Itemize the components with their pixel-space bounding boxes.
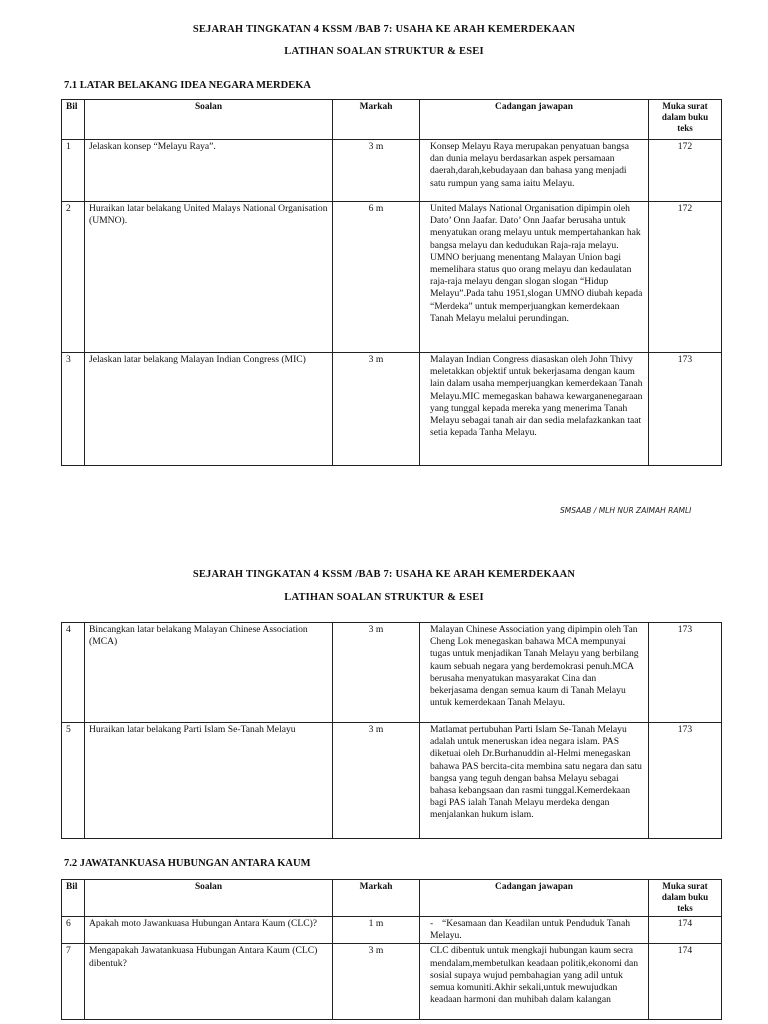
bullet-dash: - <box>430 918 434 929</box>
table-row <box>62 723 722 839</box>
row-number: 3 <box>62 353 85 466</box>
col-muka-surat: Muka surat dalam buku teks <box>649 880 722 917</box>
table-row <box>62 623 722 723</box>
document-title: SEJARAH TINGKATAN 4 KSSM /BAB 7: USAHA KE ARAH KEMERDEKAAN <box>192 569 576 580</box>
row-number: 6 <box>62 917 85 944</box>
page-footer: SMSAAB / MLH NUR ZAIMAH RAMLI <box>560 506 692 515</box>
marks: 1 m <box>333 917 420 944</box>
question-table <box>61 622 722 839</box>
marks: 3 m <box>333 723 420 839</box>
row-number: 7 <box>62 944 85 1020</box>
table-header-row <box>62 880 722 917</box>
col-cadangan-jawapan: Cadangan jawapan <box>420 880 649 917</box>
table-row <box>62 140 722 202</box>
table-row <box>62 944 722 1020</box>
row-number: 2 <box>62 202 85 353</box>
col-bil: Bil <box>62 100 85 140</box>
question-text: Bincangkan latar belakang Malayan Chinese Association (MCA) <box>85 623 333 723</box>
table-row <box>62 202 722 353</box>
suggested-answer: Malayan Chinese Association yang dipimpin oleh Tan Cheng Lok menegaskan bahawa MCA mempunyai tugas untuk menjadikan Tanah Melayu yang berbilang kaum sebuah negara yang berdemokrasi penuh.MCA berusaha menyatukan masyarakat Cina dan bekerjasama dengan semua kaum di Tanah Melayu untuk kemerdekaan Tanah Melayu. <box>420 623 649 723</box>
page-reference: 174 <box>649 944 722 1020</box>
question-text: Mengapakah Jawatankuasa Hubungan Antara Kaum (CLC) dibentuk? <box>85 944 333 1020</box>
row-number: 5 <box>62 723 85 839</box>
col-cadangan-jawapan: Cadangan jawapan <box>420 100 649 140</box>
marks: 3 m <box>333 353 420 466</box>
page-reference: 174 <box>649 917 722 944</box>
question-text: Huraikan latar belakang Parti Islam Se-Tanah Melayu <box>85 723 333 839</box>
page-reference: 173 <box>649 623 722 723</box>
table-header-row <box>62 100 722 140</box>
document-subtitle: LATIHAN SOALAN STRUKTUR & ESEI <box>284 592 484 603</box>
suggested-answer <box>420 917 649 944</box>
question-table <box>61 879 722 1020</box>
suggested-answer: Matlamat pertubuhan Parti Islam Se-Tanah Melayu adalah untuk meneruskan idea negara islam. PAS diketuai oleh Dr.Burhanuddin al-Helmi menegaskan bahawa PAS bercita-cita membina satu negara dan satu bangsa yang teguh dengan bahsa Melayu sebagai bahasa kebangsaan dan rasmi tunggal.Kemerdekaan bagi PAS ialah Tanah Melayu merdeka dengan menjalankan hukum islam. <box>420 723 649 839</box>
col-soalan: Soalan <box>85 100 333 140</box>
suggested-answer: CLC dibentuk untuk mengkaji hubungan kaum secra mendalam,membetulkan keadaan politik,ekonomi dan sosial supaya wujud pembahagian yang adil untuk semua komuniti.Akhir sekali,untuk mewujudkan keadaan harmoni dan muhibah dalam kalangan <box>420 944 649 1020</box>
suggested-answer: Konsep Melayu Raya merupakan penyatuan bangsa dan dunia melayu berdasarkan aspek persamaan daerah,darah,kebudayaan dan bahasa yang menjadi satu rumpun yang sama iaitu Melayu. <box>420 140 649 202</box>
suggested-answer: United Malays National Organisation dipimpin oleh Dato’ Onn Jaafar. Dato’ Onn Jaafar berusaha untuk menyatukan orang melayu untuk mempertahankan hak bangsa melayu dan kedudukan Raja-raja melayu. UMNO berjuang menentang Malayan Union bagi memelihara status quo orang melayu dan kedaulatan raja-raja melayu dengan slogan slogan “Hidup Melayu”.Pada tahu 1951,slogan UMNO diubah kepada “Merdeka” untuk memperjuangkan kemerdekaan Tanah Melayu melalui perundingan. <box>420 202 649 353</box>
question-text: Jelaskan konsep “Melayu Raya”. <box>85 140 333 202</box>
table-row <box>62 353 722 466</box>
question-text: Huraikan latar belakang United Malays National Organisation (UMNO). <box>85 202 333 353</box>
question-table <box>61 99 722 466</box>
page-reference: 173 <box>649 723 722 839</box>
document-title: SEJARAH TINGKATAN 4 KSSM /BAB 7: USAHA KE ARAH KEMERDEKAAN <box>192 24 576 35</box>
marks: 3 m <box>333 623 420 723</box>
page-reference: 173 <box>649 353 722 466</box>
row-number: 4 <box>62 623 85 723</box>
question-text: Apakah moto Jawankuasa Hubungan Antara Kaum (CLC)? <box>85 917 333 944</box>
col-muka-surat: Muka surat dalam buku teks <box>649 100 722 140</box>
page-reference: 172 <box>649 202 722 353</box>
col-bil: Bil <box>62 880 85 917</box>
table-row <box>62 917 722 944</box>
marks: 3 m <box>333 944 420 1020</box>
marks: 6 m <box>333 202 420 353</box>
col-markah: Markah <box>333 880 420 917</box>
section-title: 7.1 LATAR BELAKANG IDEA NEGARA MERDEKA <box>64 80 311 91</box>
question-text: Jelaskan latar belakang Malayan Indian Congress (MIC) <box>85 353 333 466</box>
marks: 3 m <box>333 140 420 202</box>
suggested-answer: Malayan Indian Congress diasaskan oleh John Thivy meletakkan objektif untuk bekerjasama dengan kaum lain dalam usaha memperjuangkan kemerdekaan Tanah Melayu.MIC memegaskan bahawa kewarganenegaraan yang tunggal kepada mereka yang menerima Tanah Melayu sebagai tanah air dan sedia melafazkankan taat setia kepada Tanha Melayu. <box>420 353 649 466</box>
col-soalan: Soalan <box>85 880 333 917</box>
row-number: 1 <box>62 140 85 202</box>
section-title: 7.2 JAWATANKUASA HUBUNGAN ANTARA KAUM <box>64 858 311 869</box>
page-reference: 172 <box>649 140 722 202</box>
answer-text: “Kesamaan dan Keadilan untuk Penduduk Tanah Melayu. <box>430 918 631 942</box>
col-markah: Markah <box>333 100 420 140</box>
document-subtitle: LATIHAN SOALAN STRUKTUR & ESEI <box>284 46 484 57</box>
